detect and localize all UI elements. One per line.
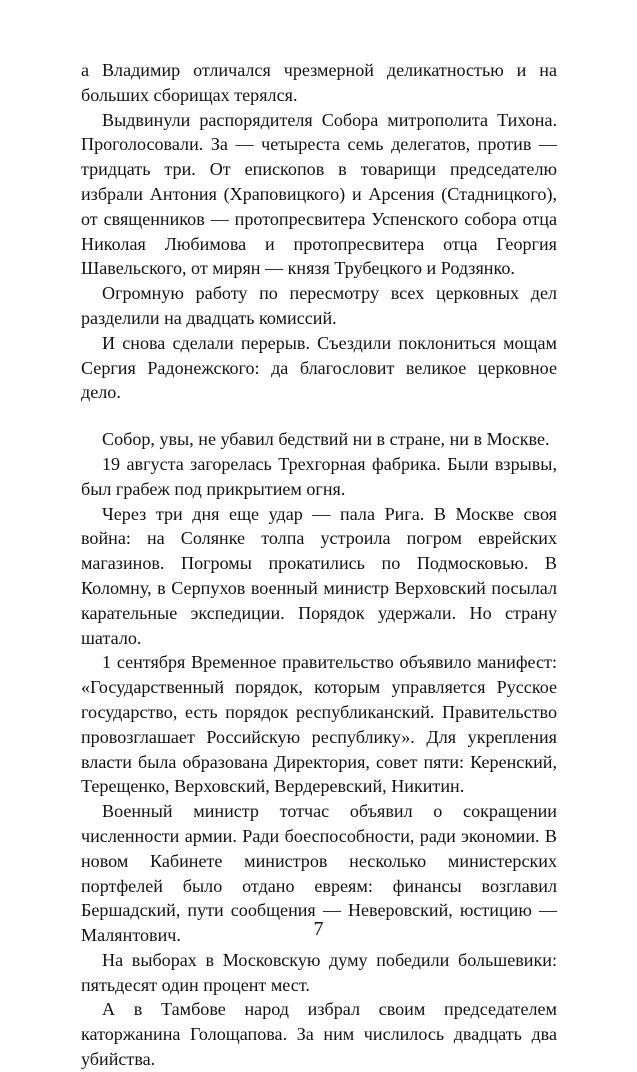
paragraph-republic-manifesto: 1 сентября Временное правительство объявило манифест: «Государственный порядок, которым управляется Русское государство, есть порядок республиканский. Правительство провозглашает Российскую республику». Для укрепления власти была образована Директория, совет пяти: Керенский, Терещенко, Верховский, Вердеревский, Никитин. xyxy=(81,652,557,797)
paragraph-factory-fire: 19 августа загорелась Трехгорная фабрика. Были взрывы, был грабеж под прикрытием огня. xyxy=(81,453,557,499)
paragraph-council-chair: Выдвинули распорядителя Собора митрополита Тихона. Проголосовали. За — четыреста семь делегатов, против — тридцать три. От епископов в товарищи председателю избрали Антония (Храповицкого) и Арсения (Стадницкого), от священников — протопресвитера Успенского собора отца Николая Любимова и протопресвитера отца Георгия Шавельского, от мирян — князя Трубецкого и Родзянко. xyxy=(81,109,557,279)
paragraph-army-reduction: Военный министр тотчас объявил о сокращении численности армии. Ради боеспособности, ради экономии. В новом Кабинете министров несколько министерских портфелей было отдано евреям: финансы возглавил Бершадский, пути сообщения — Неверовский, юстицию — Малянтович. xyxy=(81,801,557,946)
paragraph-council-hardships: Собор, увы, не убавил бедствий ни в стране, ни в Москве. xyxy=(102,429,550,450)
paragraph-break: И снова сделали перерыв. Съездили поклониться мощам Сергия Радонежского: да благословит великое церковное дело. xyxy=(81,332,557,403)
paragraph-tambov: А в Тамбове народ избрал своим председателем каторжанина Голощапова. За ним числилось двадцать два убийства. xyxy=(81,999,557,1070)
page-number: 7 xyxy=(313,918,324,940)
paragraph-commissions: Огромную работу по пересмотру всех церковных дел разделили на двадцать комиссий. xyxy=(81,283,557,328)
paragraph-riga: Через три дня еще удар — пала Рига. В Москве своя война: на Солянке толпа устроила погром еврейских магазинов. Погромы прокатились по Подмосковью. В Коломну, в Серпухов военный министр Верховский посылал карательные экспедиции. Порядок удержали. Но страну шатало. xyxy=(81,503,557,648)
paragraph-duma-elections: На выборах в Московскую думу победили большевики: пятьдесят один процент мест. xyxy=(81,949,557,995)
paragraph-continuation: а Владимир отличался чрезмерной деликатностью и на больших сборищах терялся. xyxy=(81,60,557,105)
